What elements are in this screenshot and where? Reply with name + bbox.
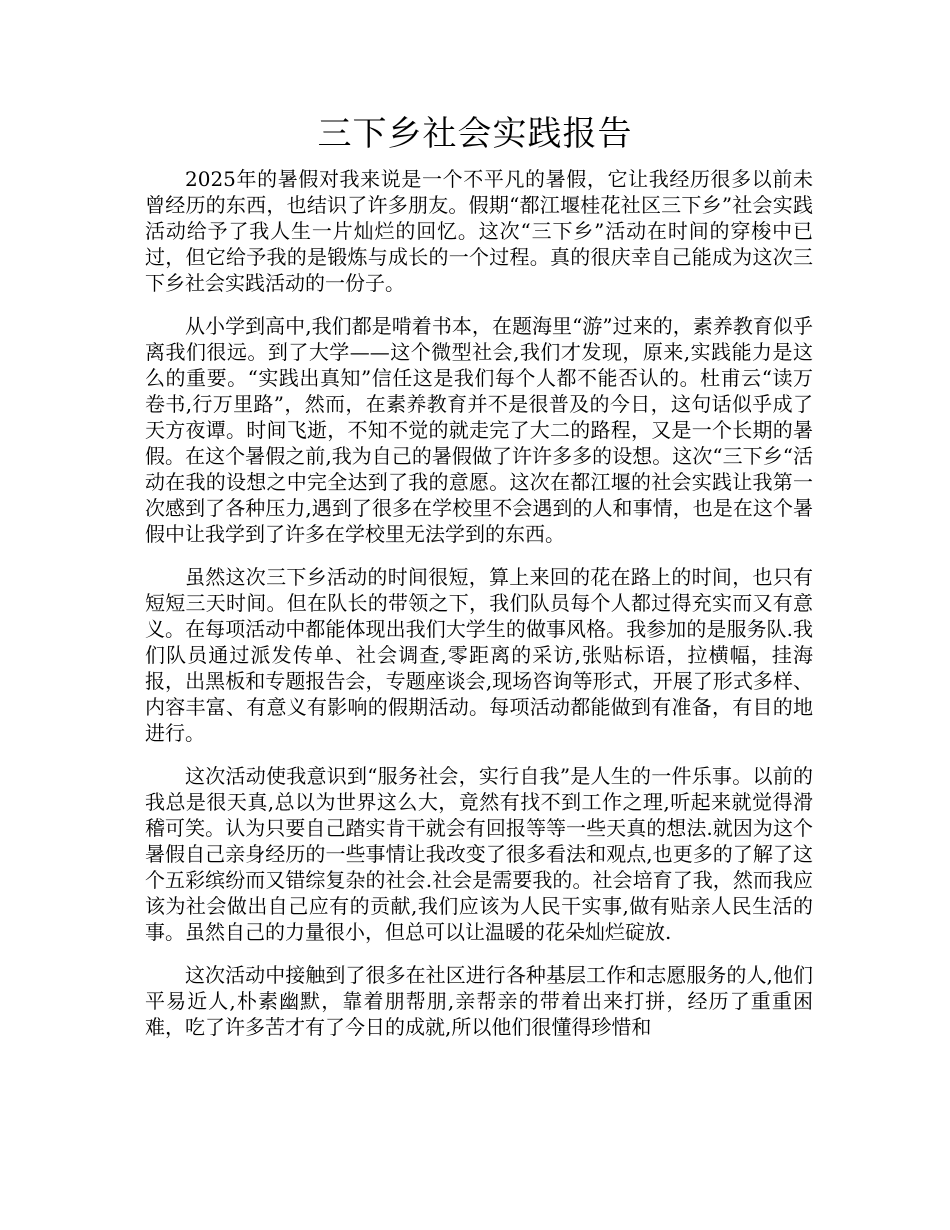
paragraph: 2025年的暑假对我来说是一个不平凡的暑假，它让我经历很多以前未曾经历的东西，也结识了许多朋友。假期“都江堰桂花社区三下乡”社会实践活动给予了我人生一片灿烂的回忆。这次“三下乡”活动在时间的穿梭中已过，但它给予我的是锻炼与成长的一个过程。真的很庆幸自己能成为这次三下乡社会实践活动的一份子。 [145, 167, 813, 295]
paragraph: 虽然这次三下乡活动的时间很短，算上来回的花在路上的时间，也只有短短三天时间。但在队长的带领之下，我们队员每个人都过得充实而又有意义。在每项活动中都能体现出我们大学生的做事风格。我参加的是服务队.我们队员通过派发传单、社会调查,零距离的采访,张贴标语，拉横幅，挂海报，出黑板和专题报告会，专题座谈会,现场咨询等形式，开展了形式多样、内容丰富、有意义有影响的假期活动。每项活动都能做到有准备，有目的地进行。 [145, 565, 813, 745]
paragraph: 这次活动使我意识到“服务社会，实行自我”是人生的一件乐事。以前的我总是很天真,总以为世界这么大，竟然有找不到工作之理,听起来就觉得滑稽可笑。认为只要自己踏实肯干就会有回报等等一些天真的想法.就因为这个暑假自己亲身经历的一些事情让我改变了很多看法和观点,也更多的了解了这个五彩缤纷而又错综复杂的社会.社会是需要我的。社会培育了我，然而我应该为社会做出自己应有的贡献,我们应该为人民干实事,做有贴亲人民生活的事。虽然自己的力量很小，但总可以让温暖的花朵灿烂碇放. [145, 764, 813, 944]
paragraph: 从小学到高中,我们都是啃着书本，在题海里“游”过来的，素养教育似乎离我们很远。到了大学——这个微型社会,我们才发现，原来,实践能力是这么的重要。“实践出真知”信任这是我们每个人都不能否认的。杜甫云“读万卷书,行万里路”，然而，在素养教育并不是很普及的今日，这句话似乎成了天方夜谭。时间飞逝，不知不觉的就走完了大二的路程，又是一个长期的暑假。在这个暑假之前,我为自己的暑假做了许许多多的设想。这次“三下乡“活动在我的设想之中完全达到了我的意愿。这次在都江堰的社会实践让我第一次感到了各种压力,遇到了很多在学校里不会遇到的人和事情，也是在这个暑假中让我学到了许多在学校里无法学到的东西。 [145, 314, 813, 546]
document-title: 三下乡社会实践报告 [317, 114, 633, 154]
document-body [145, 166, 813, 1057]
paragraph: 这次活动中接触到了很多在社区进行各种基层工作和志愿服务的人,他们平易近人,朴素幽默，靠着朋帮朋,亲帮亲的带着出来打拼，经历了重重困难，吃了许多苦才有了今日的成就,所以他们很懂得珍惜和 [145, 963, 813, 1039]
